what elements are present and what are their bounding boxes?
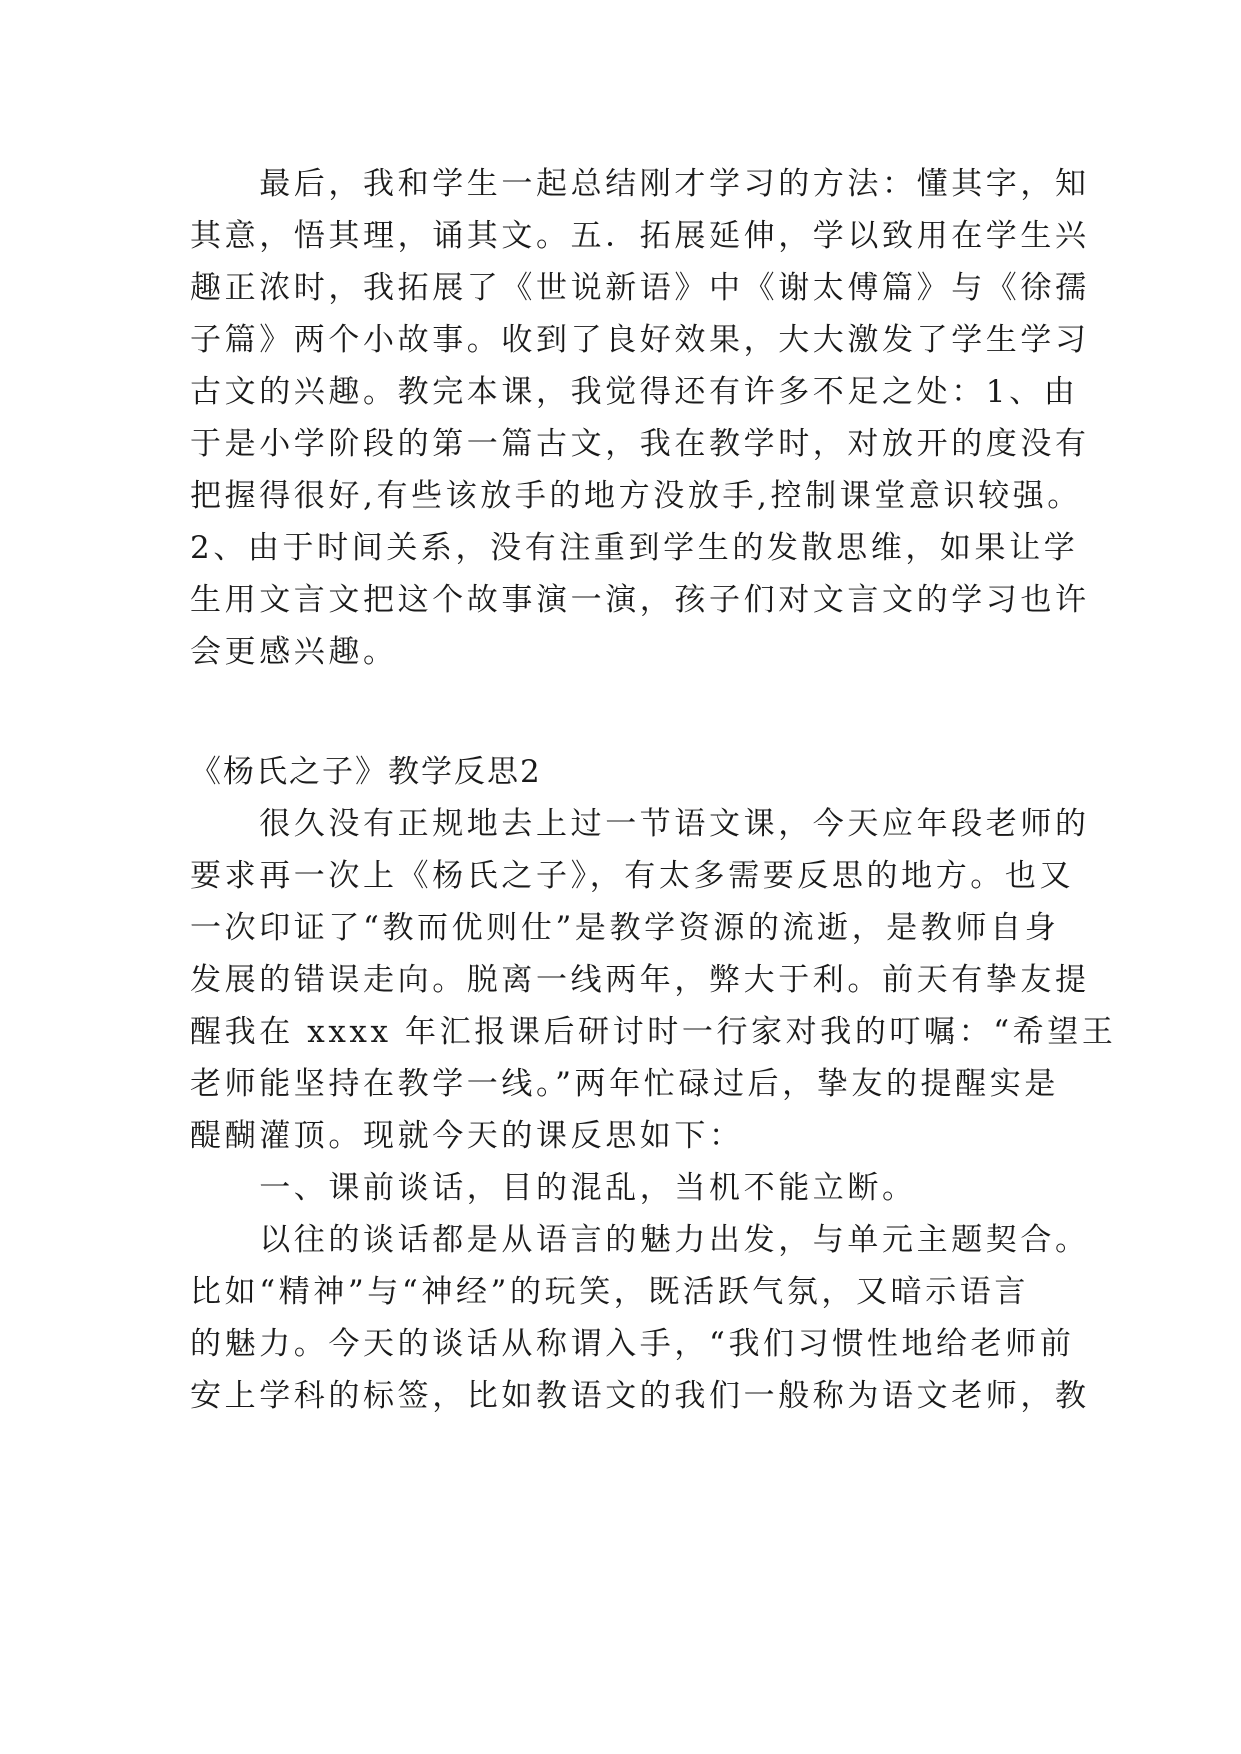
paragraph-line: 把握得很好,有些该放手的地方没放手,控制课堂意识较强。: [190, 478, 1082, 514]
paragraph-line: 古文的兴趣。教完本课，我觉得还有许多不足之处：1、由: [190, 374, 1079, 410]
paragraph-line: 以往的谈话都是从语言的魅力出发，与单元主题契合。: [190, 1222, 1090, 1258]
paragraph-line: 比如“精神”与“神经”的玩笑，既活跃气氛，又暗示语言: [190, 1274, 1029, 1310]
paragraph-line: 子篇》两个小故事。收到了良好效果，大大激发了学生学习: [190, 322, 1090, 358]
paragraph-line: 安上学科的标签，比如教语文的我们一般称为语文老师，教: [190, 1378, 1090, 1414]
paragraph-line: 一、课前谈话，目的混乱，当机不能立断。: [190, 1170, 917, 1206]
paragraph-line: 要求再一次上《杨氏之子》，有太多需要反思的地方。也又: [190, 858, 1075, 894]
paragraph-line: 老师能坚持在教学一线。”两年忙碌过后，挚友的提醒实是: [190, 1066, 1059, 1102]
paragraph-line: 很久没有正规地去上过一节语文课，今天应年段老师的: [190, 806, 1090, 842]
section-title: 《杨氏之子》教学反思2: [190, 754, 542, 790]
paragraph-line: 的魅力。今天的谈话从称谓入手，“我们习惯性地给老师前: [190, 1326, 1075, 1362]
paragraph-line: 于是小学阶段的第一篇古文，我在教学时，对放开的度没有: [190, 426, 1090, 462]
paragraph-line: 发展的错误走向。脱离一线两年，弊大于利。前天有挚友提: [190, 962, 1090, 998]
paragraph-line: 会更感兴趣。: [190, 634, 398, 670]
paragraph-line: 一次印证了“教而优则仕”是教学资源的流逝，是教师自身: [190, 910, 1060, 946]
paragraph-line: 其意，悟其理，诵其文。五．拓展延伸，学以致用在学生兴: [190, 218, 1090, 254]
paragraph-line: 最后，我和学生一起总结刚才学习的方法：懂其字，知: [190, 166, 1090, 202]
paragraph-line: 趣正浓时，我拓展了《世说新语》中《谢太傅篇》与《徐孺: [190, 270, 1090, 306]
paragraph-line: 醍醐灌顶。现就今天的课反思如下：: [190, 1118, 744, 1154]
paragraph-line: 生用文言文把这个故事演一演，孩子们对文言文的学习也许: [190, 582, 1090, 618]
paragraph-line: 2、由于时间关系，没有注重到学生的发散思维，如果让学: [190, 530, 1079, 566]
paragraph-line: 醒我在 xxxx 年汇报课后研讨时一行家对我的叮嘱：“希望王: [190, 1014, 1117, 1050]
